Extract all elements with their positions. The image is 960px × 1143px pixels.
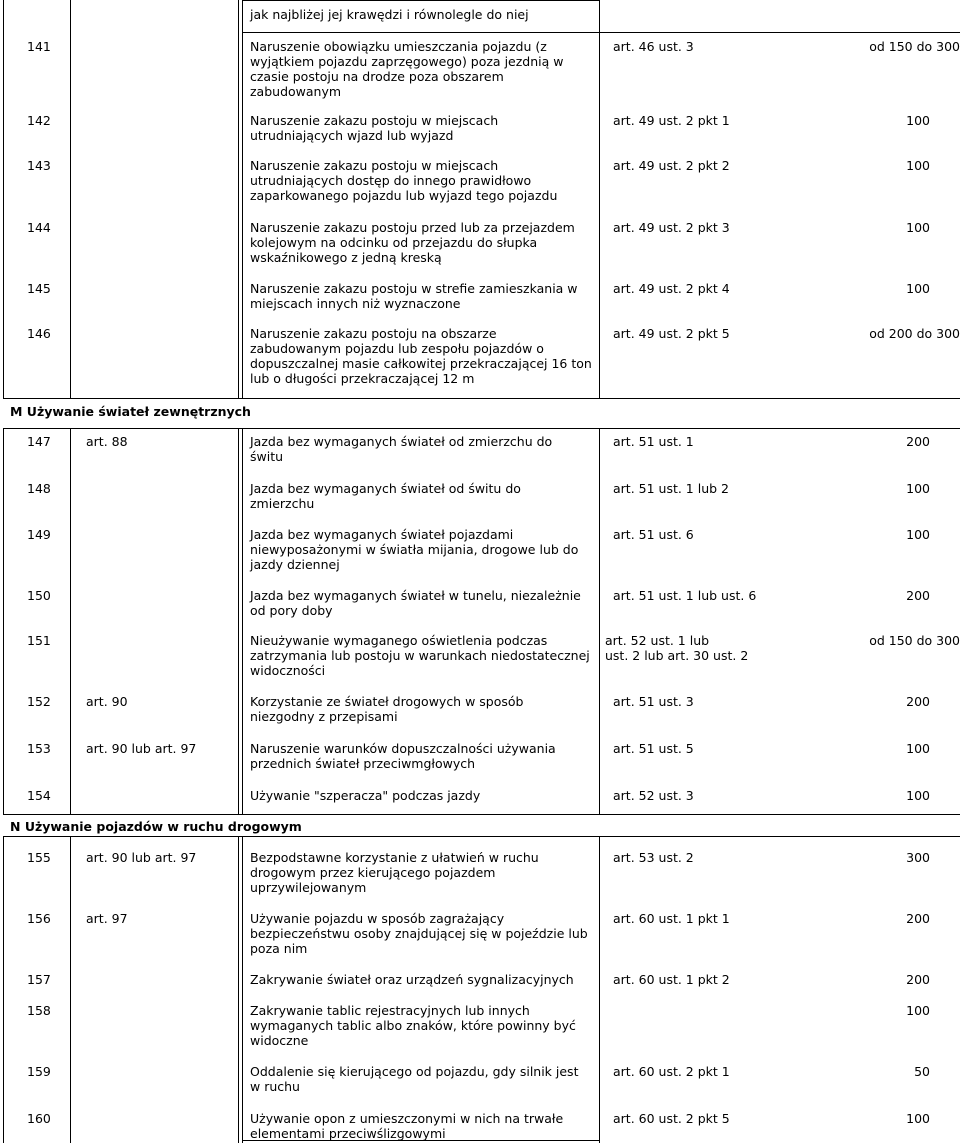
legal-reference: art. 52 ust. 3 (613, 788, 694, 803)
row-number: 141 (27, 39, 51, 54)
row-number: 154 (27, 788, 51, 803)
description-cell: Zakrywanie świateł oraz urządzeń sygnalizacyjnych (250, 972, 574, 987)
table-border-left (3, 428, 4, 814)
article-cell: art. 90 (86, 694, 128, 709)
row-number: 153 (27, 741, 51, 756)
row-number: 160 (27, 1111, 51, 1126)
description-cell: Jazda bez wymaganych świateł pojazdami niewyposażonymi w światła mijania, drogowe lub do jazdy dziennej (250, 527, 579, 572)
column-divider (238, 836, 239, 1143)
legal-reference: art. 46 ust. 3 (613, 39, 694, 54)
column-divider (599, 836, 600, 1143)
column-divider (242, 836, 243, 1143)
article-cell: art. 97 (86, 911, 128, 926)
legal-reference: art. 51 ust. 1 (613, 434, 694, 449)
row-number: 156 (27, 911, 51, 926)
column-divider (238, 428, 239, 814)
section-heading-m: M Używanie świateł zewnętrznych (10, 404, 251, 419)
description-cell: Bezpodstawne korzystanie z ułatwień w ruchu drogowym przez kierującego pojazdem uprzywilejowanym (250, 850, 539, 895)
fine-amount: 100 (906, 527, 930, 542)
description-cell: Naruszenie zakazu postoju w miejscach utrudniających dostęp do innego prawidłowo zaparkowanego pojazdu lub wyjazd tego pojazdu (250, 158, 558, 203)
row-number: 158 (27, 1003, 51, 1018)
row-separator (242, 0, 600, 1)
row-number: 145 (27, 281, 51, 296)
description-cell: Oddalenie się kierującego od pojazdu, gdy silnik jest w ruchu (250, 1064, 579, 1094)
legal-reference: art. 60 ust. 1 pkt 2 (613, 972, 730, 987)
legal-reference: art. 49 ust. 2 pkt 5 (613, 326, 730, 341)
description-cell: Naruszenie zakazu postoju przed lub za przejazdem kolejowym na odcinku od przejazdu do słupka wskaźnikowego z jedną kreską (250, 220, 575, 265)
description-cell: Używanie opon z umieszczonymi w nich na trwałe elementami przeciwślizgowymi (250, 1111, 564, 1141)
legal-reference: art. 60 ust. 1 pkt 1 (613, 911, 730, 926)
row-number: 148 (27, 481, 51, 496)
row-separator (242, 32, 960, 33)
description-cell: Naruszenie obowiązku umieszczania pojazdu (z wyjątkiem pojazdu zaprzęgowego) poza jezdnią w czasie postoju na drodze poza obszarem zabudowanym (250, 39, 564, 99)
row-number: 143 (27, 158, 51, 173)
description-cell: Jazda bez wymaganych świateł od świtu do zmierzchu (250, 481, 521, 511)
column-divider (599, 0, 600, 398)
row-number: 150 (27, 588, 51, 603)
fine-amount: od 150 do 300 (869, 633, 960, 648)
fine-amount: 100 (906, 788, 930, 803)
column-divider (70, 836, 71, 1143)
legal-reference: art. 51 ust. 3 (613, 694, 694, 709)
fine-amount: 100 (906, 1003, 930, 1018)
legal-reference: art. 51 ust. 1 lub 2 (613, 481, 729, 496)
description-cell: Naruszenie zakazu postoju w miejscach utrudniających wjazd lub wyjazd (250, 113, 499, 143)
row-separator (3, 428, 960, 429)
description-cell: Zakrywanie tablic rejestracyjnych lub innych wymaganych tablic albo znaków, które powinny być widoczne (250, 1003, 576, 1048)
row-number: 147 (27, 434, 51, 449)
column-divider (70, 428, 71, 814)
row-separator (3, 814, 960, 815)
legal-reference: art. 52 ust. 1 lub ust. 2 lub art. 30 ust. 2 (605, 633, 749, 663)
fine-amount: 100 (906, 220, 930, 235)
column-divider (599, 428, 600, 814)
column-divider (242, 0, 243, 398)
fine-amount: 200 (906, 434, 930, 449)
fine-amount: 200 (906, 972, 930, 987)
section-heading-n: N Używanie pojazdów w ruchu drogowym (10, 819, 302, 834)
row-number: 149 (27, 527, 51, 542)
legal-reference: art. 49 ust. 2 pkt 3 (613, 220, 730, 235)
legal-reference: art. 51 ust. 5 (613, 741, 694, 756)
row-separator (3, 836, 960, 837)
legal-reference: art. 60 ust. 2 pkt 5 (613, 1111, 730, 1126)
fine-amount: 100 (906, 158, 930, 173)
row-separator (3, 398, 960, 399)
fine-amount: 200 (906, 694, 930, 709)
column-divider (70, 0, 71, 398)
row-number: 146 (27, 326, 51, 341)
legal-reference: art. 51 ust. 1 lub ust. 6 (613, 588, 757, 603)
fine-amount: 100 (906, 281, 930, 296)
fine-amount: 50 (914, 1064, 930, 1079)
description-cell: Jazda bez wymaganych świateł w tunelu, niezależnie od pory doby (250, 588, 581, 618)
row-number: 144 (27, 220, 51, 235)
description-cell: Używanie pojazdu w sposób zagrażający bezpieczeństwu osoby znajdującej się w pojeździe lub poza nim (250, 911, 588, 956)
table-border-left (3, 0, 4, 398)
description-cell: Nieużywanie wymaganego oświetlenia podczas zatrzymania lub postoju w warunkach niedostatecznej widoczności (250, 633, 590, 678)
fine-amount: od 200 do 300 (869, 326, 960, 341)
table-border-left (3, 836, 4, 1143)
description-cell: Naruszenie zakazu postoju na obszarze zabudowanym pojazdu lub zespołu pojazdów o dopuszczalnej masie całkowitej przekraczającej 16 ton lub o długości przekraczającej 12 m (250, 326, 592, 386)
fine-amount: 100 (906, 741, 930, 756)
fine-amount: 100 (906, 481, 930, 496)
row-number: 152 (27, 694, 51, 709)
fine-amount: 100 (906, 113, 930, 128)
article-cell: art. 88 (86, 434, 128, 449)
row-number: 159 (27, 1064, 51, 1079)
legal-reference: art. 49 ust. 2 pkt 4 (613, 281, 730, 296)
fine-amount: 100 (906, 1111, 930, 1126)
legal-reference: art. 60 ust. 2 pkt 1 (613, 1064, 730, 1079)
description-cell: Używanie "szperacza" podczas jazdy (250, 788, 481, 803)
fine-amount: 300 (906, 850, 930, 865)
column-divider (238, 0, 239, 398)
description-cell: Jazda bez wymaganych świateł od zmierzchu do świtu (250, 434, 553, 464)
description-cell: Naruszenie warunków dopuszczalności używania przednich świateł przeciwmgłowych (250, 741, 556, 771)
article-cell: art. 90 lub art. 97 (86, 741, 197, 756)
row-number: 155 (27, 850, 51, 865)
row-number: 151 (27, 633, 51, 648)
description-cell: jak najbliżej jej krawędzi i równolegle do niej (250, 7, 529, 22)
row-number: 157 (27, 972, 51, 987)
description-cell: Korzystanie ze świateł drogowych w sposób niezgodny z przepisami (250, 694, 524, 724)
column-divider (242, 428, 243, 814)
legal-reference: art. 49 ust. 2 pkt 2 (613, 158, 730, 173)
description-cell: Naruszenie zakazu postoju w strefie zamieszkania w miejscach innych niż wyznaczone (250, 281, 578, 311)
fine-amount: od 150 do 300 (869, 39, 960, 54)
row-number: 142 (27, 113, 51, 128)
article-cell: art. 90 lub art. 97 (86, 850, 197, 865)
legal-reference: art. 53 ust. 2 (613, 850, 694, 865)
legal-reference: art. 49 ust. 2 pkt 1 (613, 113, 730, 128)
fine-amount: 200 (906, 588, 930, 603)
legal-reference: art. 51 ust. 6 (613, 527, 694, 542)
fine-amount: 200 (906, 911, 930, 926)
